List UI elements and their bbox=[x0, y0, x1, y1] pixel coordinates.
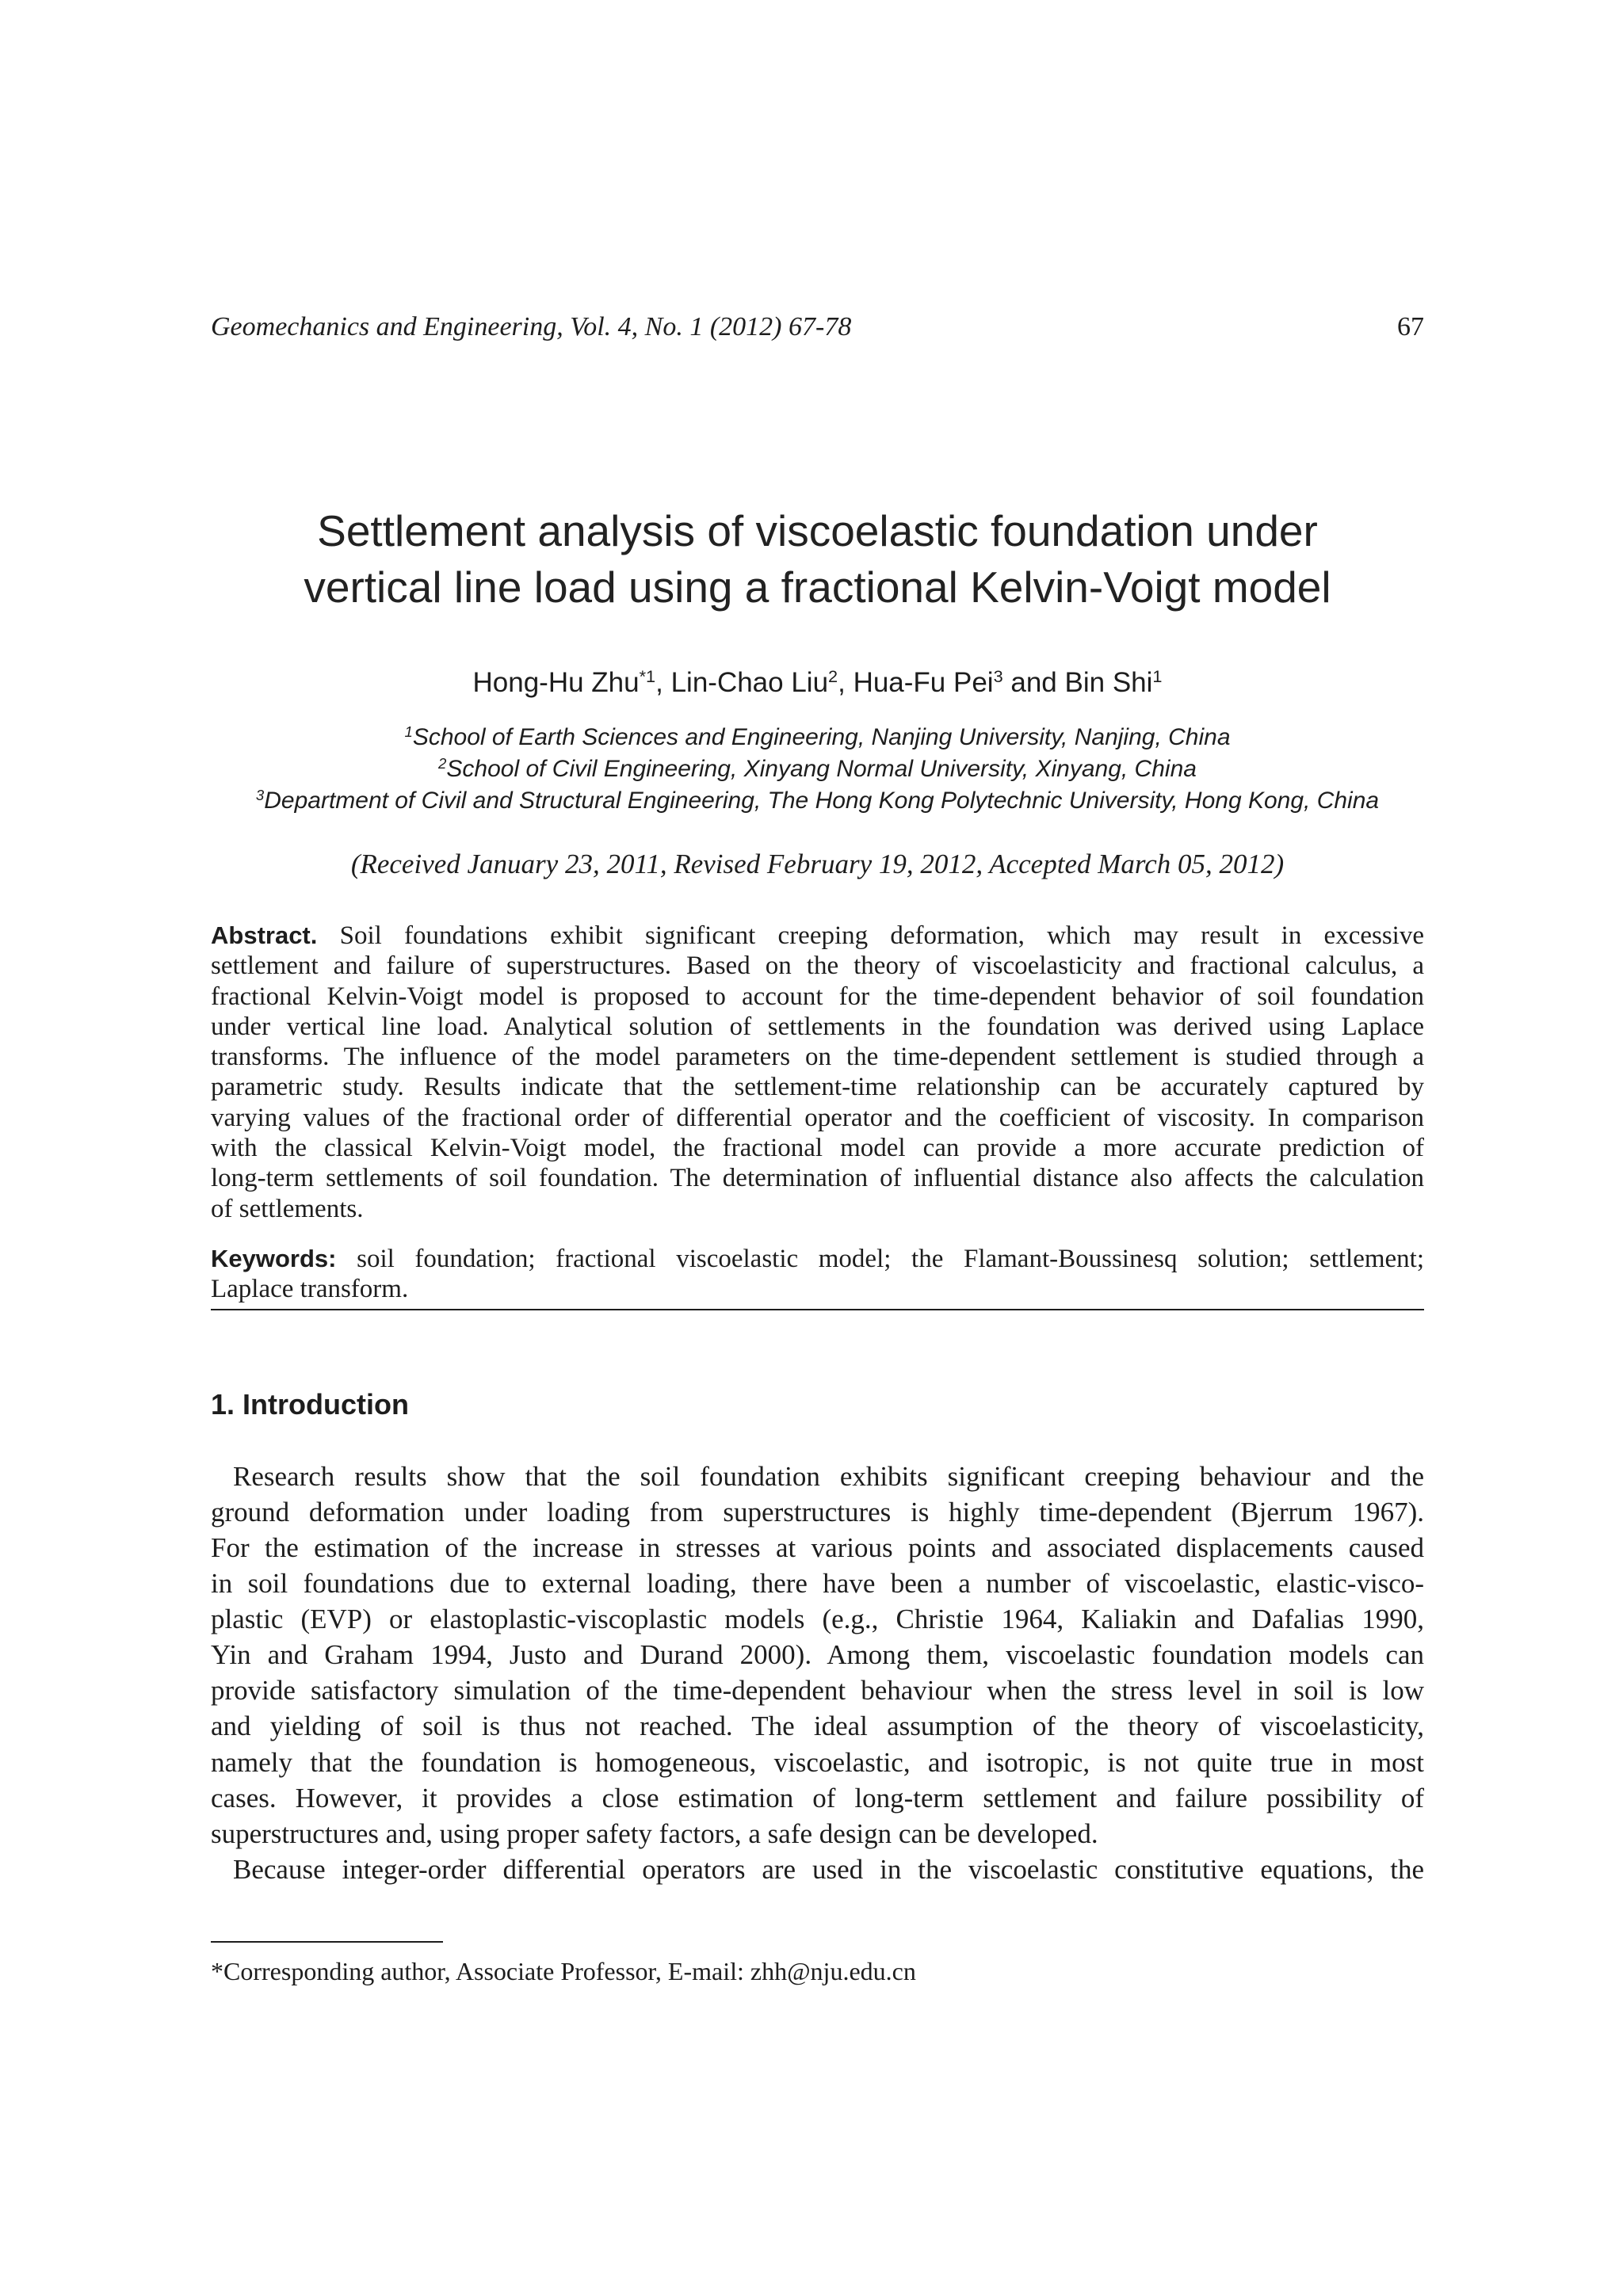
affiliation bbox=[211, 722, 1424, 753]
journal-citation: Geomechanics and Engineering, Vol. 4, No. 1 (2012) 67-78 bbox=[211, 312, 852, 341]
affiliation-text: School of Civil Engineering, Xinyang Normal University, Xinyang, China bbox=[446, 756, 1197, 782]
paragraph-line: provide satisfactory simulation of the time-dependent behaviour when the stress level in soil is low bbox=[211, 1675, 1424, 1707]
page-number: 67 bbox=[1397, 312, 1424, 341]
affiliation-mark: 3 bbox=[255, 786, 265, 803]
paragraph bbox=[211, 1852, 1424, 1887]
author-name: Bin Shi bbox=[1064, 667, 1153, 698]
affiliation-text: Department of Civil and Structural Engineering, The Hong Kong Polytechnic University, Hong Kong, China bbox=[264, 788, 1380, 814]
keywords bbox=[211, 1244, 1424, 1305]
paragraph-line: namely that the foundation is homogeneous, viscoelastic, and isotropic, is not quite true in most bbox=[211, 1746, 1424, 1778]
abstract bbox=[211, 921, 1424, 1224]
abstract-label: Abstract. bbox=[211, 921, 318, 949]
abstract-line: transforms. The influence of the model parameters on the time-dependent settlement is studied through a bbox=[211, 1043, 1424, 1072]
author-affiliation-mark: 3 bbox=[993, 666, 1003, 687]
keywords-line: Laplace transform. bbox=[211, 1275, 409, 1304]
section-heading: 1. Introduction bbox=[211, 1388, 409, 1421]
author-affiliation-mark: 1 bbox=[1152, 666, 1163, 687]
abstract-line: varying values of the fractional order of differential operator and the coefficient of viscosity. In comparison bbox=[211, 1103, 1424, 1132]
abstract-line: parametric study. Results indicate that the settlement-time relationship can be accurately captured by bbox=[211, 1073, 1424, 1102]
abstract-line: with the classical Kelvin-Voigt model, the fractional model can provide a more accurate prediction of bbox=[211, 1134, 1424, 1163]
abstract-text: Soil foundations exhibit significant creeping deformation, which may result in excessive bbox=[339, 921, 1424, 950]
affiliation-mark: 2 bbox=[438, 754, 447, 772]
affiliation bbox=[211, 753, 1424, 785]
received-dates: (Received January 23, 2011, Revised February 19, 2012, Accepted March 05, 2012) bbox=[350, 849, 1285, 879]
paragraph bbox=[211, 1459, 1424, 1852]
abstract-line bbox=[211, 921, 1424, 951]
keywords-text: soil foundation; fractional viscoelastic model; the Flamant-Boussinesq solution; settlement; bbox=[357, 1245, 1425, 1273]
paragraph-line: plastic (EVP) or elastoplastic-viscoplastic models (e.g., Christie 1964, Kaliakin and Dafalias 1990, bbox=[211, 1604, 1424, 1635]
affiliation-list bbox=[211, 722, 1424, 817]
author-name: Lin-Chao Liu bbox=[670, 667, 829, 698]
running-header bbox=[211, 310, 1424, 345]
abstract-line: of settlements. bbox=[211, 1194, 364, 1223]
author-separator: and bbox=[1002, 667, 1065, 698]
affiliation-text: School of Earth Sciences and Engineering, Nanjing University, Nanjing, China bbox=[412, 724, 1231, 750]
paper-title bbox=[211, 503, 1424, 616]
footnote-divider bbox=[211, 1941, 443, 1943]
paragraph-line: and yielding of soil is thus not reached. The ideal assumption of the theory of viscoelasticity, bbox=[211, 1711, 1424, 1742]
section-body bbox=[211, 1459, 1424, 1887]
author-separator: , bbox=[838, 667, 854, 698]
author-affiliation-mark: 2 bbox=[828, 666, 838, 687]
paragraph-line: in soil foundations due to external loading, there have been a number of viscoelastic, elastic-visco- bbox=[211, 1568, 1424, 1600]
footnote: *Corresponding author, Associate Professor, E-mail: zhh@nju.edu.cn bbox=[211, 1957, 916, 1985]
paragraph-line: For the estimation of the increase in stresses at various points and associated displacements caused bbox=[211, 1532, 1424, 1564]
paragraph-line: Research results show that the soil foundation exhibits significant creeping behaviour and the bbox=[233, 1461, 1424, 1492]
author-separator: , bbox=[655, 667, 671, 698]
author-list bbox=[211, 665, 1424, 701]
title-line: Settlement analysis of viscoelastic foundation under bbox=[317, 506, 1318, 555]
abstract-line: fractional Kelvin-Voigt model is proposed to account for the time-dependent behavior of soil foundation bbox=[211, 982, 1424, 1011]
keywords-line bbox=[211, 1244, 1424, 1274]
author-name: Hong-Hu Zhu bbox=[472, 667, 640, 698]
abstract-line: long-term settlements of soil foundation. The determination of influential distance also affects the calculation bbox=[211, 1164, 1424, 1193]
keywords-label: Keywords: bbox=[211, 1245, 337, 1272]
paragraph-line: ground deformation under loading from superstructures is highly time-dependent (Bjerrum 1967). bbox=[211, 1497, 1424, 1528]
paragraph-line: Because integer-order differential operators are used in the viscoelastic constitutive equations, the bbox=[233, 1853, 1424, 1885]
title-line: vertical line load using a fractional Kelvin-Voigt model bbox=[304, 563, 1331, 612]
paragraph-line: Yin and Graham 1994, Justo and Durand 2000). Among them, viscoelastic foundation models can bbox=[211, 1639, 1424, 1671]
affiliation bbox=[211, 785, 1424, 817]
affiliation-mark: 1 bbox=[404, 723, 413, 740]
abstract-divider bbox=[211, 1309, 1424, 1310]
author-name: Hua-Fu Pei bbox=[853, 667, 994, 698]
author-affiliation-mark: *1 bbox=[639, 666, 656, 687]
abstract-line: under vertical line load. Analytical solution of settlements in the foundation was derived using Laplace bbox=[211, 1012, 1424, 1041]
abstract-line: settlement and failure of superstructures. Based on the theory of viscoelasticity and fractional calculus, a bbox=[211, 952, 1424, 981]
paragraph-line: cases. However, it provides a close estimation of long-term settlement and failure possibility of bbox=[211, 1782, 1424, 1814]
paragraph-line: superstructures and, using proper safety factors, a safe design can be developed. bbox=[211, 1817, 1098, 1849]
